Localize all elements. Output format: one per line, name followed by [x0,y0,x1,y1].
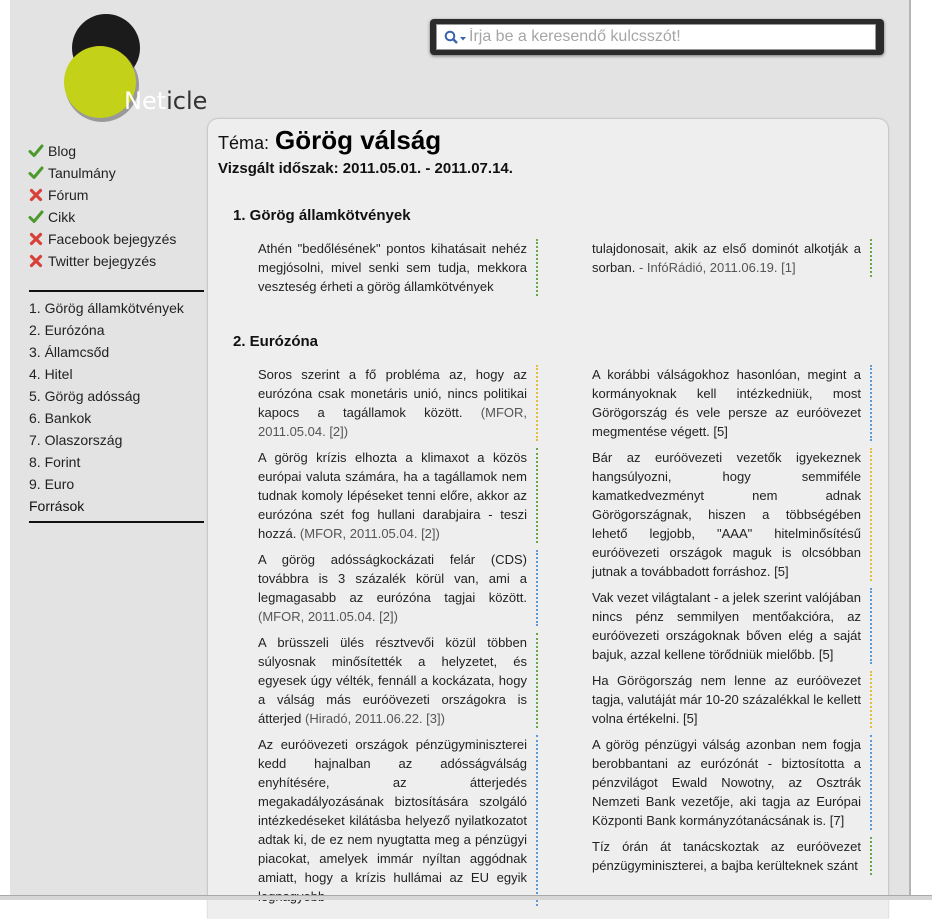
quote-text: Soros szerint a fő probléma az, hogy az eurózóna csak monetáris unió, nincs politikai kapocs a tagállamok között. [258,367,527,420]
quote-source[interactable]: (MFOR, 2011.05.04. [2]) [258,609,398,624]
topic-link[interactable]: 3. Államcsőd [29,344,110,360]
quote-item [258,735,538,906]
quote-text: Bár az euróövezeti vezetők igyekeznek hangsúlyozni, hogy semmiféle kamatkedvezményt nem adnak Görögországnak, hiszen a többségében lehető legjobb, "AAA" hitelminősítésű euróövezeti országok maguk is olcsóbban jutnak a továbbadott forráshoz. [5] [592,450,861,579]
section-title: 1. Görög államkötvények [233,207,411,224]
quote-text: A korábbi válságokhoz hasonlóan, megint a kormányoknak kell intézkedniük, most Görögország és vele persze az euróövezet megmentése végett. [5] [592,367,861,439]
source-filter-label: Tanulmány [48,165,116,181]
search-icon[interactable] [444,30,468,46]
quote-source[interactable]: (Hiradó, 2011.06.22. [3]) [301,711,445,726]
quote-item [592,448,872,581]
source-filter-item[interactable] [28,162,208,184]
topic-link[interactable]: 2. Eurózóna [29,322,105,338]
section-column-left [258,365,538,913]
sources-link[interactable]: Források [29,498,85,514]
source-filter-label: Fórum [48,187,89,203]
sidebar-divider [29,521,204,523]
source-filter-item[interactable] [28,228,208,250]
quote-item [592,239,872,277]
search-box [430,19,884,55]
topic-link[interactable]: 5. Görög adósság [29,388,141,404]
topic-list [29,297,214,517]
page-frame [10,0,911,895]
checkmark-icon [28,143,44,159]
quote-source[interactable]: (MFOR, 2011.05.04. [2]) [258,405,527,439]
cross-icon [28,253,44,269]
quote-item [258,448,538,543]
source-filter-label: Blog [48,143,77,159]
quote-item [592,365,872,441]
search-input[interactable] [436,24,876,50]
source-filter-label: Cikk [48,209,76,225]
neticle-logo[interactable] [42,10,208,125]
logo-wordmark: Neticle [124,87,208,115]
source-filter-list [28,140,208,272]
cross-icon [28,231,44,247]
window-bottom-edge [0,895,932,900]
period-label: Vizsgált időszak: 2011.05.01. - 2011.07.14. [218,160,513,177]
quote-item [592,837,872,875]
source-filter-label: Twitter bejegyzés [48,253,157,269]
main-panel [208,119,888,919]
topic-link[interactable]: 1. Görög államkötvények [29,300,184,316]
section-column-left [258,239,538,303]
quote-item [258,633,538,728]
quote-text: A görög adósságkockázati felár (CDS) továbbra is 3 százalék körül van, ami a legmagasabb az eurózóna tagjai között. [258,552,527,605]
topic-link[interactable]: 9. Euro [29,476,75,492]
section-column-right [592,365,872,882]
topic-title: Görög válság [275,125,442,155]
quote-text: tulajdonosait, akik az első dominót alkotják a sorban. [592,241,861,275]
quote-text: Vak vezet világtalant - a jelek szerint valójában nincs pénz semmilyen mentőakcióra, az euróövezeti országoknak bőven elég a saját bajuk, azzal kellene törődniük mielőbb. [5] [592,590,861,662]
sidebar-divider [29,290,204,292]
quote-text: A brüsszeli ülés résztvevői közül többen súlyosnak minősítették a helyzetet, és egyesek úgy vélték, fennáll a kockázata, hogy a válság más euróövezeti országokra is átterjed [258,635,527,726]
quote-item [258,239,538,296]
quote-text: Tíz órán át tanácskoztak az euróövezet pénzügyminiszterei, a bajba kerülteknek szánt [592,839,861,873]
quote-text: Ha Görögország nem lenne az euróövezet tagja, valutáját már 10-20 százalékkal le kellett volna értékelni. [5] [592,673,861,726]
source-filter-item[interactable] [28,140,208,162]
quote-item [258,365,538,441]
section-column-right [592,239,872,284]
source-filter-item[interactable] [28,184,208,206]
topic-label: Téma: [218,133,270,153]
quote-text: A görög krízis elhozta a klimaxot a közös európai valuta számára, ha a tagállamok nem tudnak komoly lépéseket tenni előre, akkor az eurózóna szét fog hullani darabjaira - teszi hozzá. [258,450,527,541]
quote-item [592,588,872,664]
quote-text: A görög pénzügyi válság azonban nem fogja berobbantani az eurózónát - biztosította a pénzvilágot Ewald Nowotny, az Osztrák Nemzeti Bank vezetője, aki tagja az Európai Központi Bank kormányzótanácsának is. [7] [592,737,861,828]
cross-icon [28,187,44,203]
topic-link[interactable]: 4. Hitel [29,366,73,382]
topic-link[interactable]: 6. Bankok [29,410,92,426]
source-filter-label: Facebook bejegyzés [48,231,177,247]
quote-item [592,671,872,728]
quote-text: Az euróövezeti országok pénzügyminiszterei kedd hajnalban az adósságválság enyhítésére, az átterjedés megakadályozásának biztosítására szolgáló intézkedéseket kilátásba helyező nyilatkozatot adtak ki, de ez nem nyugtatta meg a pénzügyi piacokat, amelyek immár nyíltan aggódnak amiatt, hogy a krízis hullámai az EU egyik [258,737,527,885]
checkmark-icon [28,165,44,181]
topic-link[interactable]: 7. Olaszország [29,432,123,448]
quote-item [592,735,872,830]
quote-text: Athén "bedőlésének" pontos kihatásait nehéz megjósolni, mivel senki sem tudja, mekkora veszteség érheti a görög államkötvények [258,241,527,294]
quote-source[interactable]: (MFOR, 2011.05.04. [2]) [296,526,440,541]
source-filter-item[interactable] [28,250,208,272]
checkmark-icon [28,209,44,225]
quote-source[interactable]: - InfóRádió, 2011.06.19. [1] [635,260,796,275]
topic-heading [218,125,441,156]
source-filter-item[interactable] [28,206,208,228]
topic-link[interactable]: 8. Forint [29,454,81,470]
section-title: 2. Eurózóna [233,333,319,350]
quote-item [258,550,538,626]
